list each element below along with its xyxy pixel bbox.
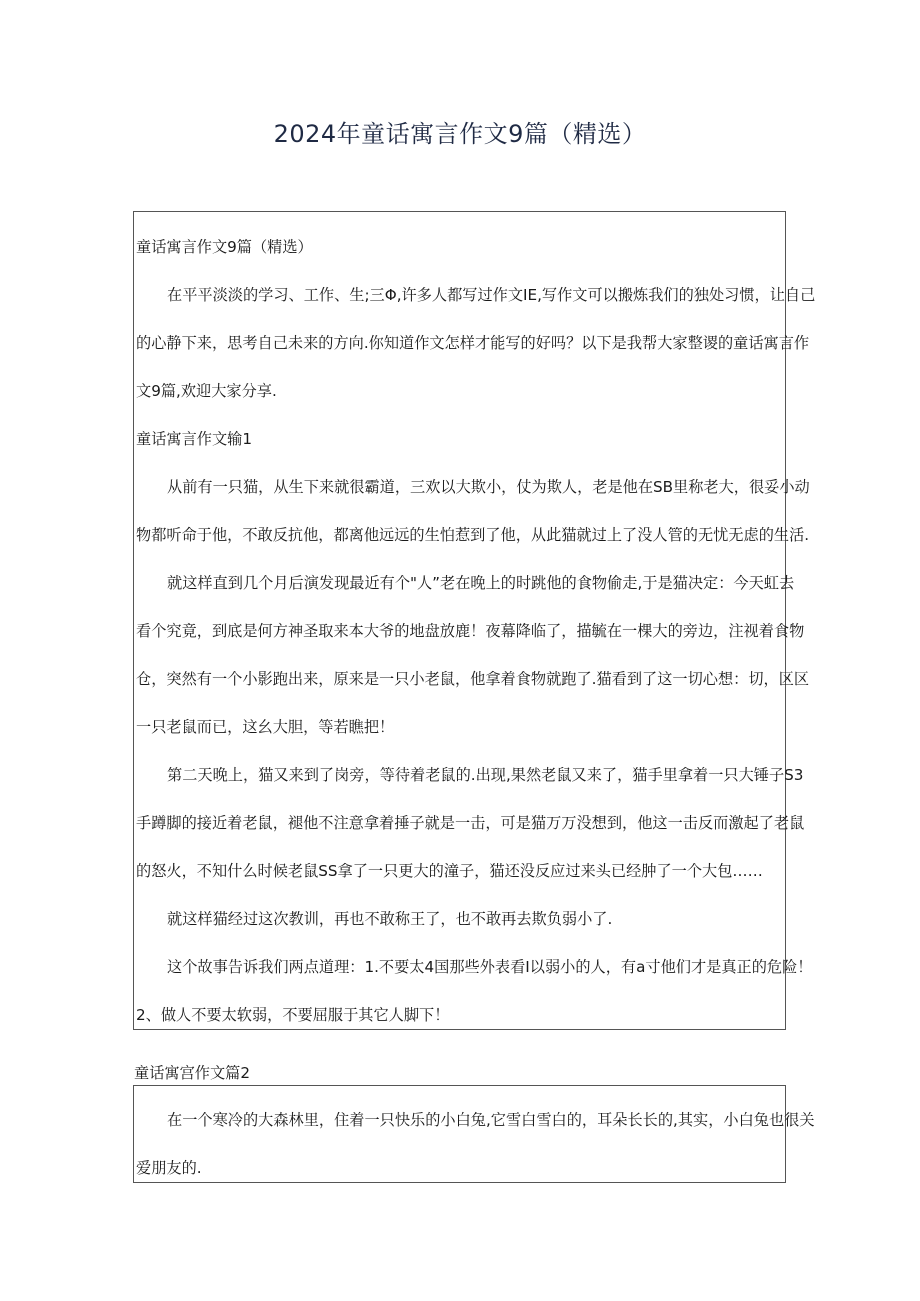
content-box-2 <box>133 1085 815 1183</box>
p1-line-2: 物都听命于他，不敢反抗他，都离他远远的生怕惹到了他，从此猫就过上了没人管的无忧无虑的生活. <box>136 526 810 544</box>
p2-line-3: 仓，突然有一个小影跑出来，原来是一只小老鼠，他拿着食物就跑了.猫看到了这一切心想：切，区区 <box>136 670 810 688</box>
p3-line-1: 第二天晚上，猫又来到了岗旁，等待着老鼠的.出现,果然老鼠又来了，猫手里拿着一只大锤子S3 <box>167 766 804 784</box>
box-heading: 童话寓言作文9篇（精选） <box>136 238 313 256</box>
intro-line-3: 文9篇,欢迎大家分享. <box>136 382 277 400</box>
section2-heading: 童话寓宫作文篇2 <box>134 1064 250 1082</box>
p2-line-1: 就这样直到几个月后演发现最近有个"人”老在晚上的时跳他的食物偷走,于是猫决定：今天虹去 <box>167 574 795 592</box>
intro-line-2: 的心静下来，思考自己未来的方向.你知道作文怎样才能写的好吗？以下是我帮大家整谡的童话寓言作 <box>136 334 810 352</box>
box2-p1-line-1: 在一个寒冷的大森林里，住着一只快乐的小白兔,它雪白雪白的，耳朵长长的,其实，小白兔也很关 <box>167 1111 815 1129</box>
p2-line-4: 一只老鼠而已，这幺大胆，等若瞧把！ <box>136 718 395 736</box>
intro-line-1: 在平平淡淡的学习、工作、生;三Φ,许多人都写过作文IE,写作文可以搬炼我们的独处习惯，让自己 <box>167 286 816 304</box>
document-title: 2024年童话寓言作文9篇（精选） <box>273 120 647 148</box>
content-box-1 <box>133 211 816 1030</box>
p3-line-2: 手蹲脚的接近着老鼠，褪他不注意拿着捶子就是一击，可是猫万万没想到，他这一击反而激起了老鼠 <box>136 814 805 832</box>
section1-heading: 童话寓言作文输1 <box>136 430 252 448</box>
p2-line-2: 看个究竟，到底是何方神圣取来本大爷的地盘放鹿！夜幕降临了，描毓在一棵大的旁边，注视着食物 <box>136 622 805 640</box>
p1-line-1: 从前有一只猫，从生下来就很霸道，三欢以大欺小，仗为欺人，老是他在SB里称老大，很妥小动 <box>167 478 810 496</box>
p5-line-1: 这个故事告诉我们两点道理：1.不要太4国那些外表看I以弱小的人，有a寸他们才是真正的危险！ <box>167 958 813 976</box>
p5-line-2: 2、做人不要太软弱，不要屈服于其它人脚下！ <box>136 1006 450 1024</box>
p3-line-3: 的怒火，不知什么时候老鼠SS拿了一只更大的潼子，猫还没反应过来头已经肿了一个大包…… <box>136 862 763 880</box>
box2-p1-line-2: 爱朋友的. <box>136 1159 202 1177</box>
p4-line-1: 就这样猫经过这次教训，再也不敢称王了，也不敢再去欺负弱小了. <box>167 910 613 928</box>
